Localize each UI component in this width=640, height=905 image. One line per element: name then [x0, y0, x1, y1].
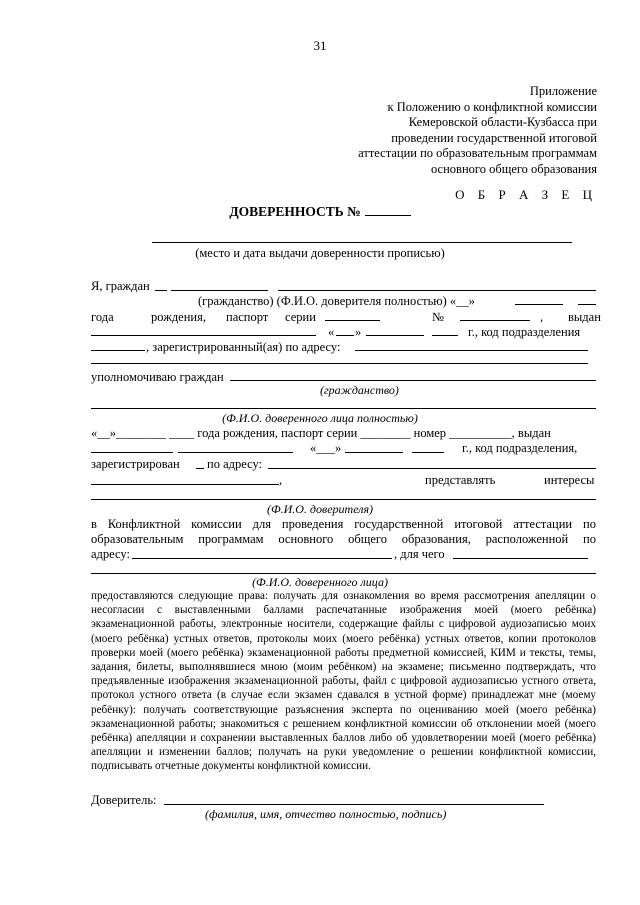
- word-birth: рождения,: [151, 310, 206, 324]
- trustee-issue-day: «___»: [310, 441, 342, 455]
- word-series: серии: [285, 310, 316, 324]
- for-what-field[interactable]: [453, 558, 588, 559]
- principal-fio-caption: (Ф.И.О. доверителя): [266, 502, 374, 516]
- trustee-birth-passport-line: «__»________ ____ года рождения, паспорт серии ________ номер __________, выдан: [91, 426, 551, 440]
- principal-fio-repeat-field[interactable]: [91, 499, 596, 500]
- principal-fio-field[interactable]: [278, 290, 596, 291]
- trustee-registered-suffix-field[interactable]: [196, 468, 204, 469]
- quote-open: «: [328, 325, 335, 339]
- trustee-issue-year-field[interactable]: [412, 452, 444, 453]
- commission-address-label: адресу:: [91, 547, 130, 561]
- trustee-address-label: по адресу:: [207, 457, 263, 471]
- page-number: 31: [313, 38, 327, 53]
- commission-line-2: образовательным программам основного общего образования, расположенной по: [91, 532, 596, 546]
- issue-year-field[interactable]: [432, 335, 458, 336]
- document-title: [0, 204, 640, 220]
- principal-signature-label: Доверитель:: [91, 793, 157, 807]
- quote-close: »: [355, 325, 362, 339]
- issue-month-field[interactable]: [366, 335, 424, 336]
- trustee-issued-by-field-2[interactable]: [178, 452, 293, 453]
- commission-address-field[interactable]: [132, 558, 392, 559]
- trustee-citizenship-field[interactable]: [230, 380, 596, 381]
- principal-citizenship-field[interactable]: [171, 290, 268, 291]
- represent-comma: ,: [279, 473, 283, 487]
- represent-label: представлять: [425, 473, 496, 487]
- comma: ,: [540, 310, 544, 324]
- issue-day-field[interactable]: [336, 335, 354, 336]
- citizenship-fio-caption: (гражданство) (Ф.И.О. доверителя полностью) «__»: [198, 294, 475, 308]
- trustee-fio-short-caption: (Ф.И.О. доверенного лица): [252, 575, 388, 589]
- passport-number-field[interactable]: [460, 320, 530, 321]
- division-code-field[interactable]: [91, 350, 145, 351]
- rights-paragraph: предоставляются следующие права: получать для ознакомления во время рассмотрения апелляции о несогласии с выставленными баллами распечатанные изображения моей (моего ребёнка) экзаменационной работы, электронные носители, содержащие файлы с цифровой аудиозаписью моих (моего ребёнка) устных ответов, протоколы моих (моего ребёнка) устных ответов, копии протоколов проверки моей (моего ребёнка) экзаменационной работы предметной комиссией, КИМ и тексты, темы, задания, билеты, выполнявшиеся мною (моим ребёнком) на экзамене; письменно подтверждать, что предъявленные изображения экзаменационной работы, файл с цифровой аудиозаписью устного ответа, протокол устного ответа (в случае если экзамен сдавался в устной форме) принадлежат мне (моему ребёнку): получать соответствующие разъяснения эксперта по оцениванию моей (моего ребёнка) экзаменационной работы; знакомиться с решением конфликтной комиссии об отклонении моей (моего ребёнка) апелляции и сохранении выставленных баллов либо об удовлетворении моей (моего ребёнка) апелляции и изменении баллов; получать на руки уведомление о решении конфликтной комиссии, подписывать отчетные документы конфликтной комиссии.: [91, 590, 596, 773]
- appendix-line: Кемеровской области-Кузбасса при: [408, 115, 597, 129]
- passport-series-field[interactable]: [325, 320, 380, 321]
- place-date-caption: (место и дата выдачи доверенности прописью): [195, 246, 445, 260]
- document-title-text: ДОВЕРЕННОСТЬ №: [229, 204, 361, 219]
- word-number: №: [432, 310, 444, 324]
- for-what-label: , для чего: [394, 547, 445, 561]
- signature-caption: (фамилия, имя, отчество полностью, подпись): [205, 807, 447, 821]
- appendix-line: проведении государственной итоговой: [391, 130, 597, 145]
- citizen-suffix-field[interactable]: [155, 290, 167, 291]
- year-code-label: г., код подразделения: [468, 325, 581, 339]
- place-date-field[interactable]: [152, 242, 572, 243]
- authorize-label: уполномочиваю граждан: [91, 370, 224, 384]
- passport-issued-by-field[interactable]: [91, 335, 316, 336]
- trustee-fio-field[interactable]: [91, 408, 596, 409]
- principal-address-field-2[interactable]: [91, 363, 588, 364]
- birth-month-field[interactable]: [515, 304, 563, 305]
- principal-address-field[interactable]: [355, 350, 588, 351]
- birth-year-field[interactable]: [578, 304, 596, 305]
- trustee-year-code-label: г., код подразделения,: [462, 441, 578, 455]
- principal-signature-field[interactable]: [164, 804, 544, 805]
- trustee-registered-label: зарегистрирован: [91, 457, 180, 471]
- citizenship-caption: (гражданство): [320, 383, 399, 397]
- trustee-fio-caption: (Ф.И.О. доверенного лица полностью): [222, 411, 418, 425]
- sample-label: О Б Р А З Е Ц: [455, 187, 597, 202]
- appendix-line: к Положению о конфликтной комиссии: [387, 99, 597, 114]
- word-issued: выдан: [568, 310, 601, 324]
- trustee-address-field-2[interactable]: [91, 484, 279, 485]
- appendix-line: аттестации по образовательным программам: [358, 146, 597, 160]
- word-passport: паспорт: [226, 310, 269, 324]
- trustee-address-field[interactable]: [268, 468, 596, 469]
- appendix-block: [358, 84, 597, 177]
- trustee-issued-by-field[interactable]: [91, 452, 173, 453]
- trustee-fio-repeat-field[interactable]: [91, 573, 596, 574]
- trustee-issue-month-field[interactable]: [345, 452, 403, 453]
- registered-label: , зарегистрированный(ая) по адресу:: [146, 340, 341, 354]
- commission-line-1: в Конфликтной комиссии для проведения государственной итоговой аттестации по: [91, 517, 596, 531]
- appendix-line: Приложение: [529, 84, 597, 98]
- document-number-field[interactable]: [365, 215, 411, 216]
- word-year: года: [91, 310, 114, 324]
- appendix-line: основного общего образования: [431, 161, 597, 176]
- interests-label: интересы: [544, 473, 595, 487]
- principal-citizen-label: Я, граждан: [91, 279, 150, 293]
